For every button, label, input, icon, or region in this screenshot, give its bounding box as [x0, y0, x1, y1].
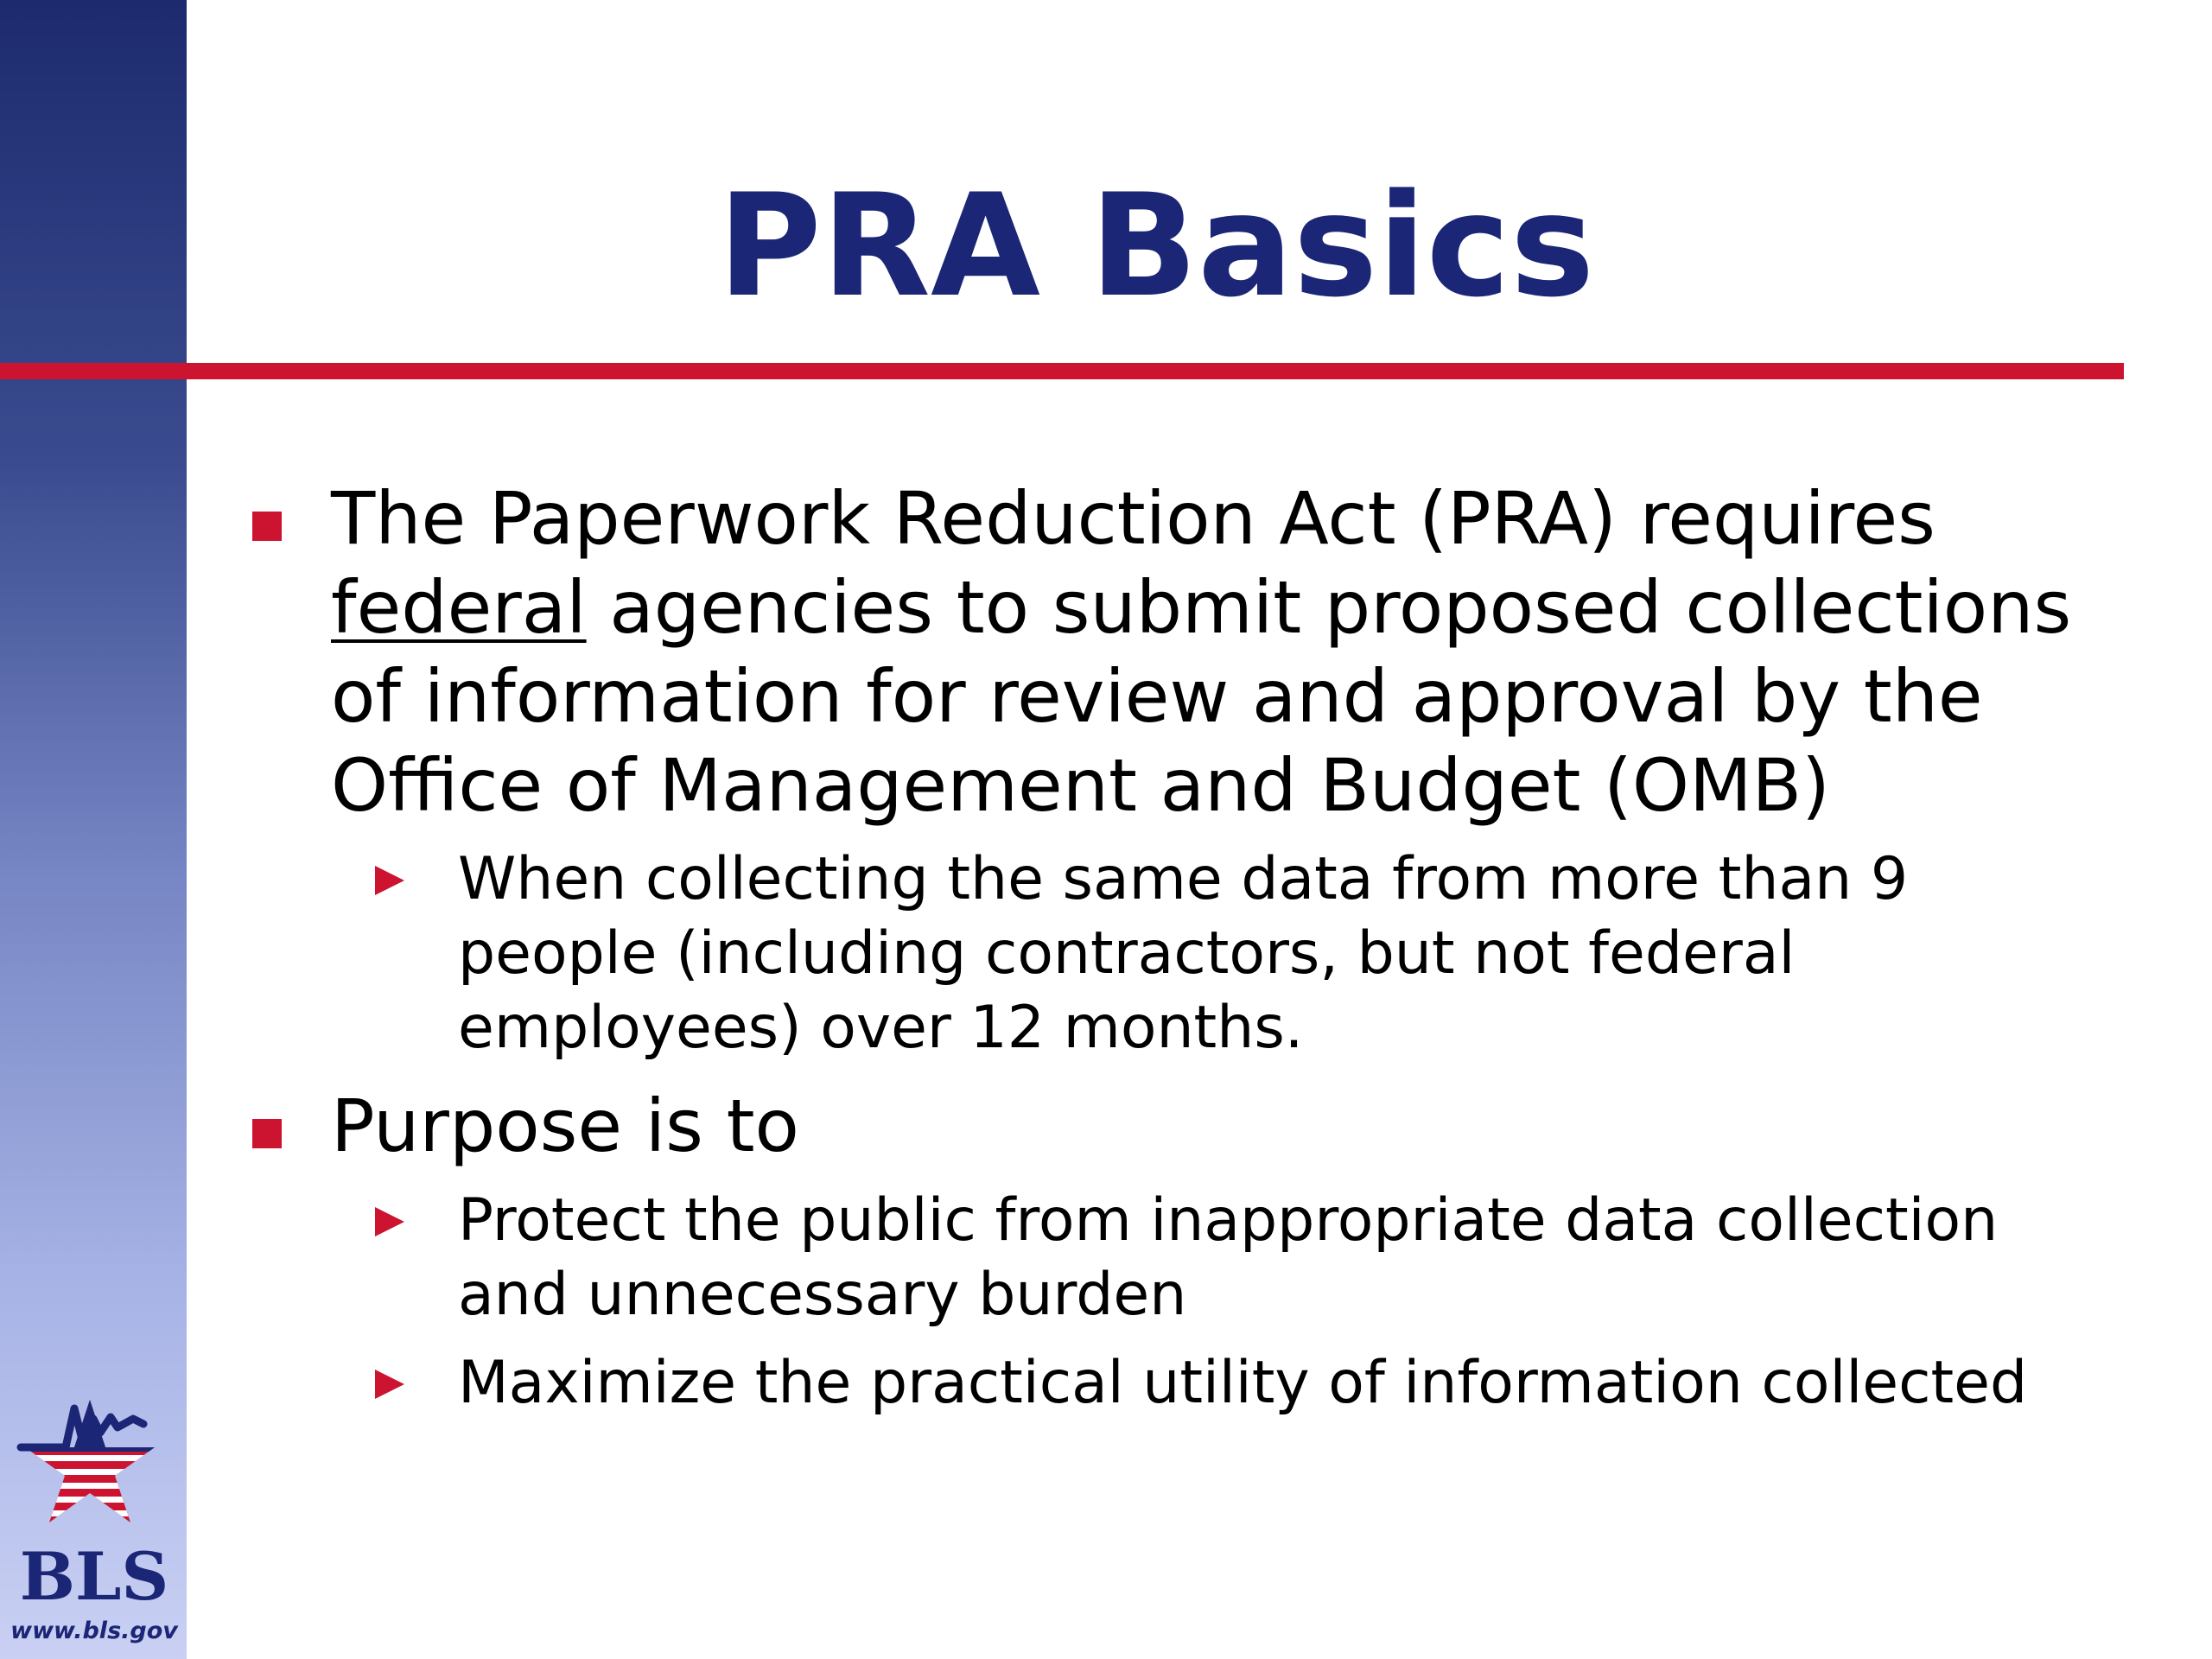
bls-logo	[3, 1357, 185, 1650]
triangle-bullet-icon	[375, 1207, 404, 1236]
bullet-1-text	[331, 474, 2128, 830]
sub-bullet-1-1-text	[458, 842, 2134, 1065]
bullet-1-line-3	[331, 652, 2128, 741]
bullet-1-line-4	[331, 741, 2128, 830]
slide-title: PRA Basics	[717, 163, 1595, 328]
title-divider	[0, 363, 2124, 379]
bullet-2-line-1: Purpose is to	[331, 1084, 799, 1168]
bullet-2-text	[331, 1082, 2128, 1171]
sub-bullet-line: and unnecessary burden	[458, 1261, 1187, 1329]
sub-bullet-line: When collecting the same data from more than 9	[458, 845, 1909, 913]
triangle-bullet-icon	[375, 1370, 404, 1399]
sub-bullet-line: employees) over 12 months.	[458, 994, 1304, 1062]
sub-bullet-line: Maximize the practical utility of information collected	[458, 1349, 2028, 1417]
bullet-1-line-2	[331, 563, 2128, 652]
text-segment: The Paperwork Reduction Act (PRA) requires	[331, 476, 1936, 561]
text-segment: agencies to submit proposed collections	[586, 565, 2072, 650]
sub-bullet-line: people (including contractors, but not federal	[458, 919, 1796, 988]
sub-bullet-2-2-text	[458, 1346, 2134, 1421]
text-segment: of information for review and approval by the	[331, 654, 1983, 739]
text-segment: Office of Management and Budget (OMB)	[331, 743, 1830, 828]
triangle-bullet-icon	[375, 866, 404, 895]
square-bullet-icon	[252, 512, 282, 541]
bls-logo-text: BLS	[19, 1538, 169, 1615]
sub-bullet-line: Protect the public from inappropriate data collection	[458, 1186, 1999, 1255]
square-bullet-icon	[252, 1119, 282, 1148]
underlined-word: federal	[331, 565, 587, 650]
bullet-1-line-1	[331, 474, 2128, 563]
sub-bullet-2-1-text	[458, 1184, 2134, 1332]
bls-url-text: www.bls.gov	[10, 1618, 178, 1644]
bls-star-icon	[3, 1357, 185, 1542]
